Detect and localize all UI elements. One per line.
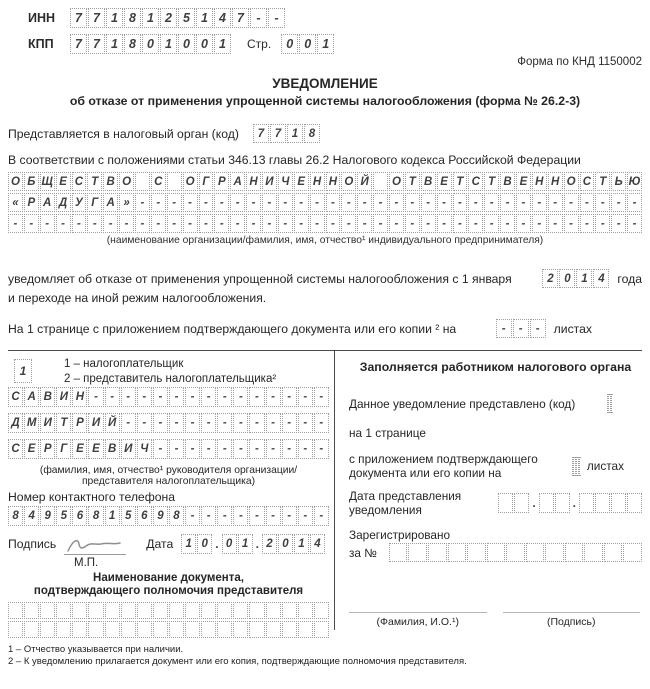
org-name-row-1: О Б Щ Е С Т В О С О Г Р А Н И Ч Е Н Н О Й О Т В Е Т С Т В Е Н Н О С Т Ь Ю bbox=[8, 172, 642, 191]
official-name-caption: (Фамилия, И.О.¹) bbox=[376, 616, 459, 628]
notify-line2: и переходе на иной режим налогообложения. bbox=[8, 291, 267, 305]
on-page-row bbox=[349, 426, 642, 440]
signature-stroke-icon bbox=[64, 536, 124, 554]
footnotes bbox=[8, 644, 642, 667]
tax-authority-cells: 7 7 1 8 bbox=[253, 124, 320, 143]
submitted-label: Данное уведомление представлено (код) bbox=[349, 396, 576, 411]
official-name-line bbox=[349, 612, 487, 613]
phone-label: Номер контактного телефона bbox=[8, 490, 176, 504]
submission-date-row bbox=[349, 489, 642, 517]
date-dot-2: . bbox=[255, 537, 259, 551]
org-name-grid bbox=[8, 172, 642, 233]
taxpayer-column bbox=[8, 351, 335, 630]
submission-date-cells-group bbox=[498, 493, 642, 513]
date-year-cells: 2 0 1 4 bbox=[262, 534, 325, 554]
registered-number-cells bbox=[389, 543, 642, 562]
kpp-cells: 7 7 1 8 0 1 0 0 1 bbox=[70, 34, 231, 54]
tax-authority-label: Представляется в налоговый орган (код) bbox=[8, 126, 239, 141]
surname-cells: С А В И Н - - - - - - - - - - - - - - - bbox=[8, 387, 329, 407]
knd-form-code: Форма по КНД 1150002 bbox=[517, 56, 642, 68]
signature-label: Подпись bbox=[8, 537, 57, 551]
applicant-option-1: 1 – налогоплательщик bbox=[64, 358, 184, 370]
attach-row bbox=[349, 452, 642, 480]
official-sign-area bbox=[349, 612, 642, 628]
official-signature-block bbox=[503, 612, 641, 628]
submission-date-label-2: уведомления bbox=[349, 503, 422, 517]
phone-cells: 8 4 9 5 6 8 1 5 6 9 8 - - - - - - - - - bbox=[8, 506, 329, 526]
pages-suffix: листах bbox=[553, 321, 592, 336]
year-cells: 2 0 1 4 bbox=[542, 269, 609, 288]
pages-row bbox=[8, 319, 642, 338]
submitted-cells bbox=[607, 394, 612, 413]
submission-date-dot-1: . bbox=[532, 496, 536, 510]
attach-suffix: листах bbox=[586, 459, 624, 473]
registered-label-1: Зарегистрировано bbox=[349, 528, 451, 542]
submission-date-dot-2: . bbox=[572, 496, 576, 510]
doc-cells-row-1 bbox=[8, 602, 329, 619]
submission-date-year-cells bbox=[579, 493, 642, 513]
kpp-row bbox=[28, 34, 642, 54]
patronymic-cells: С Е Р Г Е Е В И Ч - - - - - - - - - - - bbox=[8, 439, 329, 459]
date-day-cells: 1 0 bbox=[181, 534, 212, 554]
doc-caption-1: Наименование документа, bbox=[93, 572, 244, 584]
inn-label: ИНН bbox=[28, 11, 56, 25]
date-dot-1: . bbox=[215, 537, 219, 551]
registered-row bbox=[349, 528, 642, 562]
notify-line1: уведомляет об отказе от применения упрощенной системы налогообложения с 1 января bbox=[8, 271, 512, 286]
firstname-cells: Д М И Т Р И Й - - - - - - - - - - - - - bbox=[8, 413, 329, 433]
signature-box bbox=[8, 350, 642, 630]
org-name-row-3: - - - - - - - - - - - - - - - - - - - - - - - - - - - - - - - - - - - - - - - - bbox=[8, 214, 642, 233]
tax-office-column bbox=[335, 351, 642, 630]
submission-date-day-cells bbox=[498, 493, 529, 513]
tax-office-title: Заполняется работником налогового органа bbox=[359, 360, 632, 374]
official-signature-line bbox=[503, 612, 641, 613]
submission-date-label-1: Дата представления bbox=[349, 489, 462, 503]
on-page-label: на 1 странице bbox=[349, 426, 426, 440]
applicant-type-cell: 1 bbox=[14, 359, 32, 383]
date-label: Дата bbox=[146, 537, 174, 551]
fio-caption-1: (фамилия, имя, отчество¹ руководителя организации/ bbox=[39, 465, 298, 476]
date-month-cells: 0 1 bbox=[222, 534, 253, 554]
attach-cells bbox=[572, 457, 580, 476]
year-suffix: года bbox=[617, 271, 642, 286]
applicant-type-row bbox=[14, 357, 329, 387]
registered-label-2: за № bbox=[349, 545, 377, 560]
doc-cells-row-2 bbox=[8, 621, 329, 638]
footnote-1: 1 – Отчество указывается при наличии. bbox=[8, 644, 184, 655]
inn-row bbox=[28, 8, 642, 28]
doc-caption-2: подтверждающего полномочия представителя bbox=[33, 585, 304, 597]
footnote-2: 2 – К уведомлению прилагается документ или его копия, подтверждающие полномочия представителя. bbox=[8, 655, 467, 667]
inn-cells: 7 7 1 8 1 2 5 1 4 7 - - bbox=[70, 8, 285, 28]
official-signature-caption: (Подпись) bbox=[546, 616, 596, 628]
statute-line: В соответствии с положениями статьи 346.13 главы 26.2 Налогового кодекса Российской Федерации bbox=[8, 153, 581, 167]
pages-cells: - - - bbox=[496, 319, 546, 338]
submission-date-month-cells bbox=[539, 493, 570, 513]
form-subtitle: об отказе от применения упрощенной системы налогообложения (форма № 26.2-3) bbox=[69, 94, 581, 108]
fio-caption-2: представителя налогоплательщика) bbox=[81, 476, 255, 487]
page-label: Стр. bbox=[247, 37, 272, 51]
signature-image bbox=[64, 534, 126, 555]
org-name-row-2: « Р А Д У Г А » - - - - - - - - - - - - - - - - - - - - - - - - - - - - - - - - bbox=[8, 193, 642, 212]
form-title: УВЕДОМЛЕНИЕ bbox=[272, 76, 378, 91]
mp-label: М.П. bbox=[74, 557, 99, 569]
submitted-row bbox=[349, 394, 642, 413]
attach-label-1: с приложением подтверждающего bbox=[349, 452, 538, 466]
applicant-option-2: 2 – представитель налогоплательщика² bbox=[64, 373, 277, 385]
official-name-block bbox=[349, 612, 487, 628]
pages-line: На 1 странице с приложением подтверждающего документа или его копии ² на bbox=[8, 321, 457, 336]
page-cells: 0 0 1 bbox=[281, 34, 334, 54]
tax-authority-row bbox=[8, 124, 642, 143]
org-name-caption: (наименование организации/фамилия, имя, отчество¹ индивидуального предпринимателя) bbox=[106, 235, 544, 246]
signature-row bbox=[8, 533, 329, 555]
kpp-label: КПП bbox=[28, 37, 54, 51]
date-cells-group bbox=[181, 534, 325, 554]
attach-label-2: документа или его копии на bbox=[349, 466, 502, 480]
notification-statement bbox=[8, 269, 642, 305]
